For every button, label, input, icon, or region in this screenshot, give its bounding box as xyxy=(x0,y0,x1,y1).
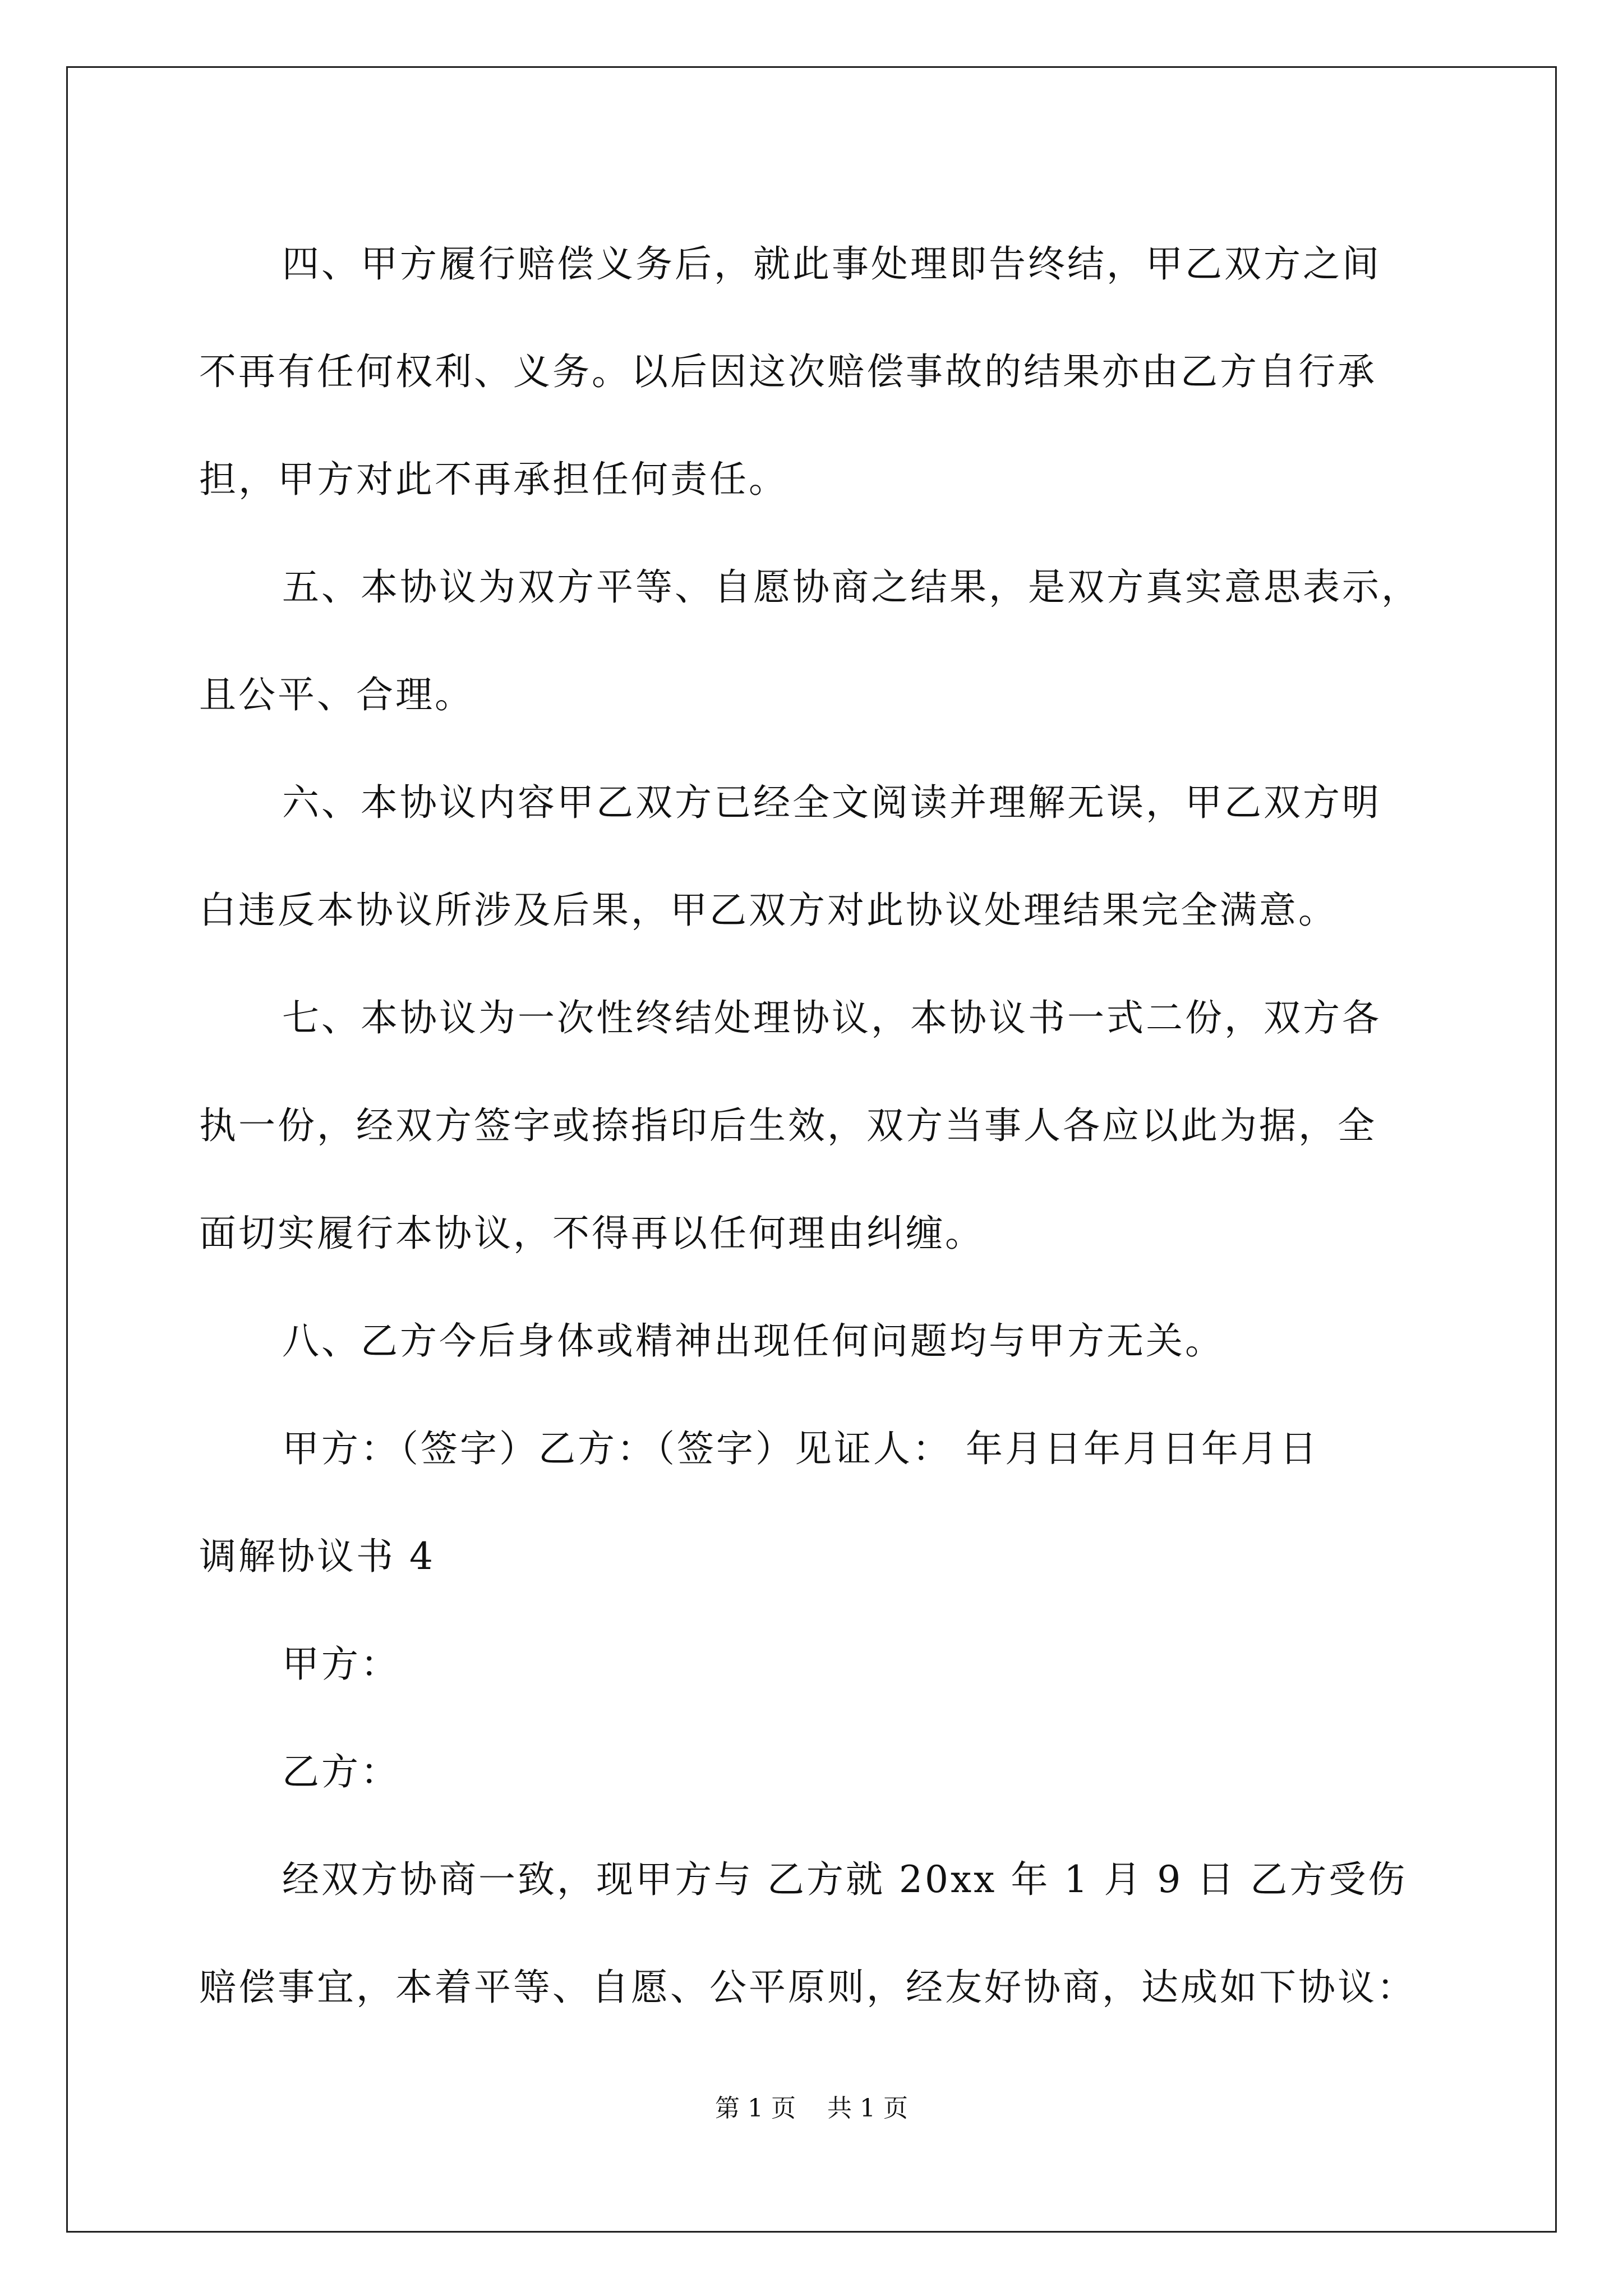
paragraph-4-line-1: 四、甲方履行赔偿义务后，就此事处理即告终结，甲乙双方之间 xyxy=(282,242,1381,286)
paragraph-8-line-1: 八、乙方今后身体或精神出现任何问题均与甲方无关。 xyxy=(282,1319,1224,1363)
paragraph-4-line-2: 不再有任何权利、义务。以后因这次赔偿事故的结果亦由乙方自行承 xyxy=(199,350,1377,393)
paragraph-7-line-1: 七、本协议为一次性终结处理协议，本协议书一式二份，双方各 xyxy=(282,996,1381,1039)
intro-paragraph-line-2: 赔偿事宜，本着平等、自愿、公平原则，经友好协商，达成如下协议： xyxy=(199,1966,1416,2009)
paragraph-4-line-3: 担，甲方对此不再承担任何责任。 xyxy=(199,458,788,501)
paragraph-5-line-1: 五、本协议为双方平等、自愿协商之结果，是双方真实意思表示， xyxy=(282,565,1421,609)
paragraph-6-line-1: 六、本协议内容甲乙双方已经全文阅读并理解无误，甲乙双方明 xyxy=(282,781,1381,824)
paragraph-7-line-3: 面切实履行本协议，不得再以任何理由纠缠。 xyxy=(199,1212,984,1255)
party-b-label: 乙方： xyxy=(282,1750,400,1793)
signature-line: 甲方：（签字）乙方：（签字）见证人： 年月日年月日年月日 xyxy=(282,1427,1319,1470)
document-body xyxy=(199,210,1455,2041)
party-a-label: 甲方： xyxy=(282,1642,400,1686)
page-number-current: 第 1 页 xyxy=(715,2094,796,2123)
page-footer xyxy=(0,2088,1623,2124)
section-heading: 调解协议书 4 xyxy=(199,1535,435,1578)
paragraph-5-line-2: 且公平、合理。 xyxy=(199,673,474,716)
intro-paragraph-line-1: 经双方协商一致，现甲方与 乙方就 20xx 年 1 月 9 日 乙方受伤 xyxy=(282,1858,1408,1901)
paragraph-7-line-2: 执一份，经双方签字或捺指印后生效，双方当事人各应以此为据，全 xyxy=(199,1104,1377,1147)
page-number-total: 共 1 页 xyxy=(827,2094,908,2123)
paragraph-6-line-2: 白违反本协议所涉及后果，甲乙双方对此协议处理结果完全满意。 xyxy=(199,889,1338,932)
